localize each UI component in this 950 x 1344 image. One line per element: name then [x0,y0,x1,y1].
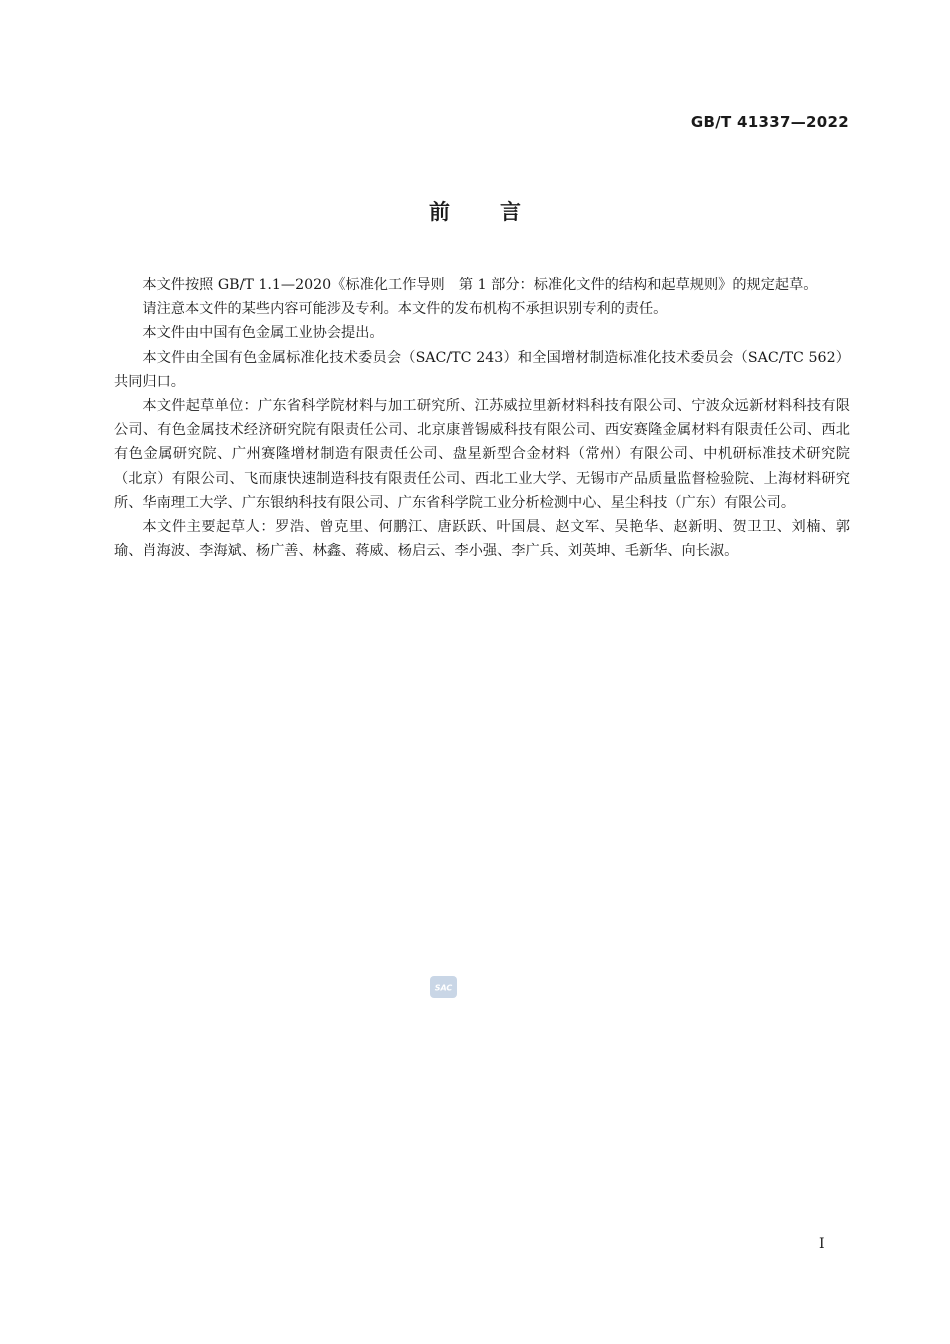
paragraph-patent-notice: 请注意本文件的某些内容可能涉及专利。本文件的发布机构不承担识别专利的责任。 [142,301,668,318]
paragraph-drafting-units: 本文件起草单位：广东省科学院材料与加工研究所、江苏威拉里新材料科技有限公司、宁波众远新材料科技有限公司、有色金属技术经济研究院有限责任公司、北京康普锡威科技有限公司、西安赛隆金属材料有限责任公司、西北有色金属研究院、广州赛隆增材制造有限责任公司、盘星新型合金材料（常州）有限公司、中机研标准技术研究院（北京）有限公司、飞而康快速制造科技有限责任公司、西北工业大学、无锡市产品质量监督检验院、上海材料研究所、华南理工大学、广东银纳科技有限公司、广东省科学院工业分析检测中心、星尘科技（广东）有限公司。 [114,398,850,511]
paragraph-technical-committee: 本文件由全国有色金属标准化技术委员会（SAC/TC 243）和全国增材制造标准化技术委员会（SAC/TC 562）共同归口。 [114,349,850,390]
sac-logo-text: SAC [434,983,453,993]
paragraph-proposer: 本文件由中国有色金属工业协会提出。 [142,325,384,342]
page-title: 前言 [429,200,571,224]
paragraph-drafting-rules: 本文件按照 GB/T 1.1—2020《标准化工作导则 第 1 部分：标准化文件的结构和起草规则》的规定起草。 [142,277,818,293]
foreword-body [114,273,850,563]
standard-number: GB/T 41337—2022 [690,113,849,131]
page-number: I [819,1236,825,1252]
sac-logo-icon [430,976,457,998]
paragraph-drafters: 本文件主要起草人：罗浩、曾克里、何鹏江、唐跃跃、叶国晨、赵文军、吴艳华、赵新明、贺卫卫、刘楠、郭瑜、肖海波、李海斌、杨广善、林鑫、蒋威、杨启云、李小强、李广兵、刘英坤、毛新华、向长淑。 [114,519,850,560]
